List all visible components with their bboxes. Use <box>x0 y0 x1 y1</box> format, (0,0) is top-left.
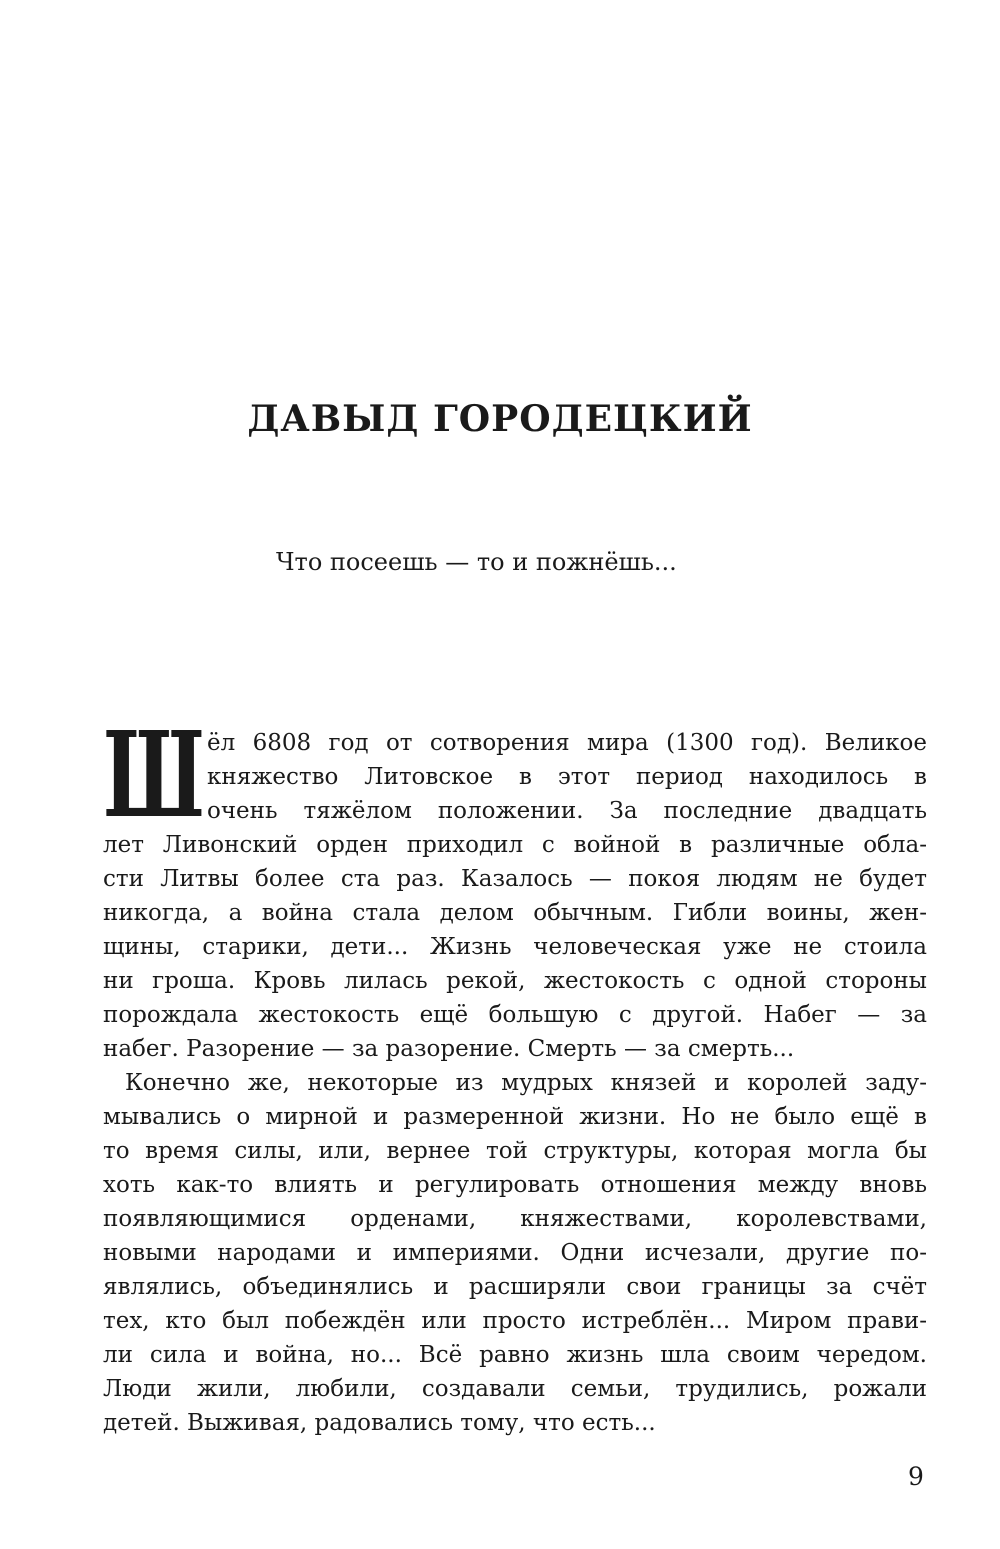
text-line: новыми народами и империями. Одни исчезали, другие по- <box>103 1240 927 1266</box>
text-line: хоть как-то влиять и регулировать отношения между вновь <box>103 1172 927 1198</box>
body-text <box>103 705 927 1440</box>
page-number: 9 <box>908 1462 924 1491</box>
text-line: княжество Литовское в этот период находилось в <box>207 764 927 790</box>
text-line: Люди жили, любили, создавали семьи, трудились, рожали <box>103 1376 927 1402</box>
text-line: ёл 6808 год от сотворения мира (1300 год). Великое <box>207 730 927 756</box>
text-line: то время силы, или, вернее той структуры, которая могла бы <box>103 1138 927 1164</box>
text-line: мывались о мирной и размеренной жизни. Но не было ещё в <box>103 1104 927 1130</box>
text-line: сти Литвы более ста раз. Казалось — покоя людям не будет <box>103 866 927 892</box>
text-line: порождала жестокость ещё большую с другой. Набег — за <box>103 1002 927 1028</box>
text-line: набег. Разорение — за разорение. Смерть — за смерть... <box>103 1036 795 1062</box>
text-line: ли сила и война, но... Всё равно жизнь шла своим чередом. <box>103 1342 927 1368</box>
text-line: лет Ливонский орден приходил с войной в различные обла- <box>103 832 927 858</box>
text-line: появляющимися орденами, княжествами, королевствами, <box>103 1206 927 1232</box>
text-line: очень тяжёлом положении. За последние двадцать <box>207 798 927 824</box>
text-line: тех, кто был побеждён или просто истреблён... Миром прави- <box>103 1308 927 1334</box>
epigraph: Что посеешь — то и пожнёшь... <box>276 548 677 576</box>
text-line: Конечно же, некоторые из мудрых князей и королей заду- <box>125 1070 927 1096</box>
text-line: щины, старики, дети... Жизнь человеческая уже не стоила <box>103 934 927 960</box>
text-line: детей. Выживая, радовались тому, что есть... <box>103 1410 656 1436</box>
drop-cap: Ш <box>103 705 205 844</box>
text-line: являлись, объединялись и расширяли свои границы за счёт <box>103 1274 927 1300</box>
text-line: никогда, а война стала делом обычным. Гибли воины, жен- <box>103 900 927 926</box>
chapter-title: ДАВЫД ГОРОДЕЦКИЙ <box>247 398 753 440</box>
text-line: ни гроша. Кровь лилась рекой, жестокость с одной стороны <box>103 968 927 994</box>
